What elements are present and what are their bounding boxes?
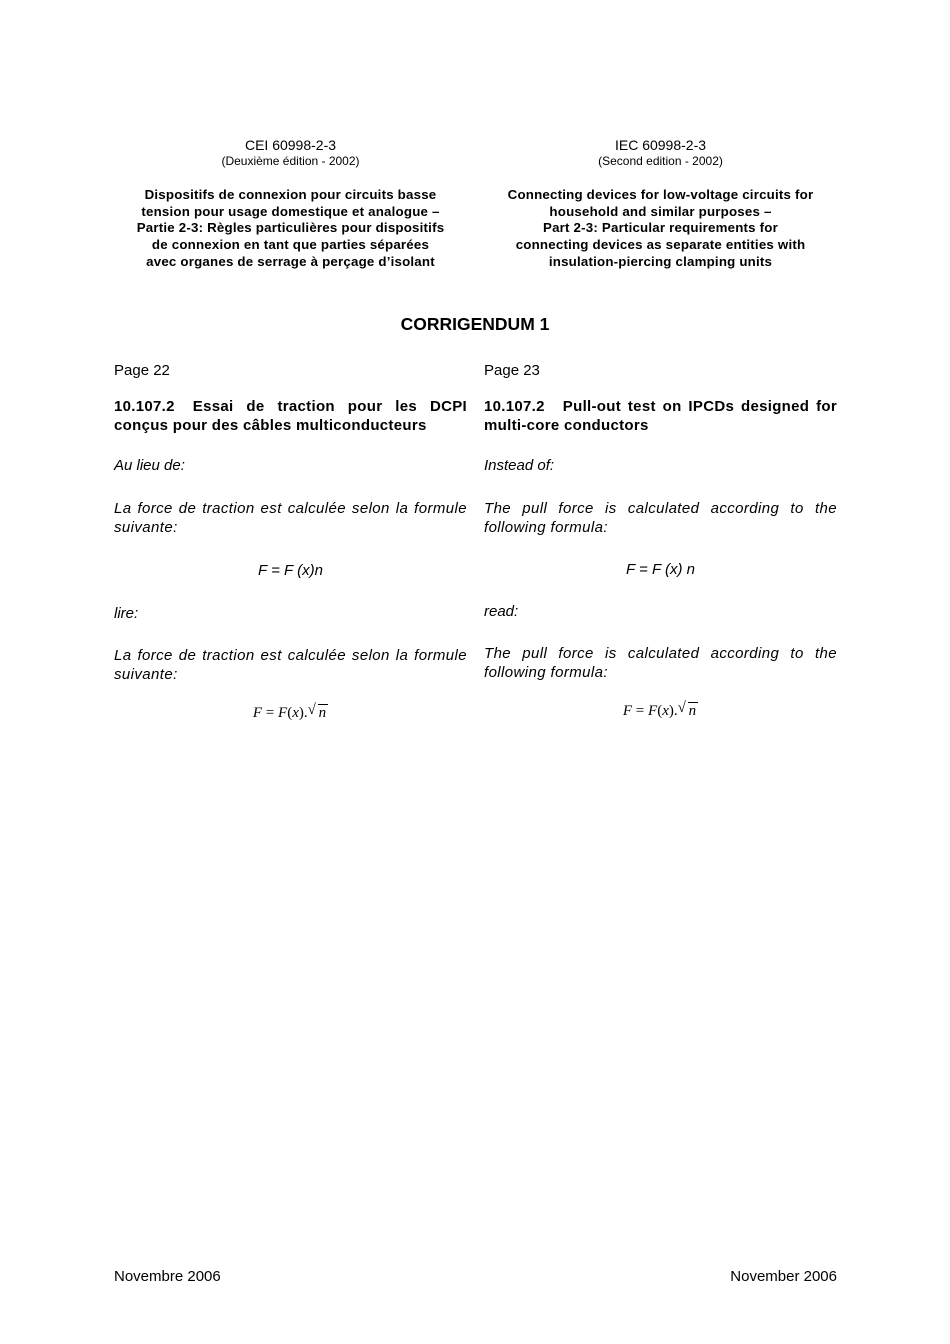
formula-new-en: F = F(x). √ n [622, 700, 697, 719]
formula-function: F [278, 705, 288, 721]
english-column [484, 0, 837, 800]
paragraph-before-en: The pull force is calculated according to the following formula: [484, 500, 837, 536]
clause-heading-en [484, 397, 837, 435]
formula-dot: . [673, 703, 678, 719]
title-line: connecting devices as separate entities with [515, 237, 806, 253]
french-column [114, 0, 467, 800]
title-line: insulation-piercing clamping units [548, 253, 773, 269]
clause-title: Pull-out test on IPCDs designed for multi-core conductors [484, 398, 837, 434]
formula-radicand: n [318, 705, 327, 721]
paragraph-after-en: The pull force is calculated according to the following formula: [484, 645, 837, 681]
footer-date-fr: Novembre 2006 [114, 1268, 221, 1285]
read-label-fr: lire: [114, 605, 139, 622]
formula-new-fr: F = F(x). √ n [252, 702, 327, 721]
clause-heading-fr [114, 397, 467, 435]
formula-old-fr: F = F (x)n [258, 562, 323, 579]
edition-en: (Second edition - 2002) [598, 154, 723, 168]
title-line: avec organes de serrage à perçage d’isolant [146, 253, 435, 269]
clause-number: 10.107.2 [484, 398, 545, 415]
paragraph-before-fr: La force de traction est calculée selon la formule suivante: [114, 500, 467, 536]
square-root-icon: √ n [677, 700, 697, 719]
formula-argument: x [292, 705, 299, 721]
read-label-en: read: [484, 603, 519, 620]
formula-dot: . [303, 705, 308, 721]
instead-of-label-en: Instead of: [484, 457, 555, 474]
standard-reference-fr: CEI 60998-2-3 [244, 137, 337, 153]
document-title-en [484, 187, 837, 271]
formula-equals: = [265, 705, 275, 721]
formula-argument: x [662, 703, 669, 719]
formula-lhs: F [622, 703, 633, 719]
formula-equals: = [635, 703, 645, 719]
edition-fr: (Deuxième édition - 2002) [221, 154, 360, 168]
formula-function: F [648, 703, 658, 719]
title-line: Partie 2-3: Règles particulières pour dispositifs [136, 220, 445, 236]
formula-lhs: F [252, 705, 263, 721]
clause-title: Essai de traction pour les DCPI conçus pour des câbles multiconducteurs [114, 398, 467, 434]
title-line: Dispositifs de connexion pour circuits basse [144, 187, 437, 202]
title-line: household and similar purposes – [549, 203, 772, 219]
title-line: Part 2-3: Particular requirements for [543, 220, 778, 236]
standard-reference-en: IEC 60998-2-3 [614, 137, 707, 153]
paragraph-after-fr: La force de traction est calculée selon la formule suivante: [114, 647, 467, 683]
formula-old-en: F = F (x) n [625, 561, 696, 578]
formula-radicand: n [688, 703, 697, 719]
square-root-icon: √ n [307, 702, 327, 721]
document-title-fr [114, 187, 467, 271]
footer-date-en: November 2006 [730, 1268, 837, 1285]
page-reference-fr: Page 22 [114, 362, 170, 379]
title-line: Connecting devices for low-voltage circuits for [507, 187, 814, 202]
corrigendum-title: CORRIGENDUM 1 [400, 314, 550, 334]
page-reference-en: Page 23 [484, 362, 540, 379]
title-line: de connexion en tant que parties séparées [151, 237, 430, 253]
instead-of-label-fr: Au lieu de: [114, 457, 185, 474]
title-line: tension pour usage domestique et analogue – [141, 203, 440, 219]
clause-number: 10.107.2 [114, 398, 175, 415]
